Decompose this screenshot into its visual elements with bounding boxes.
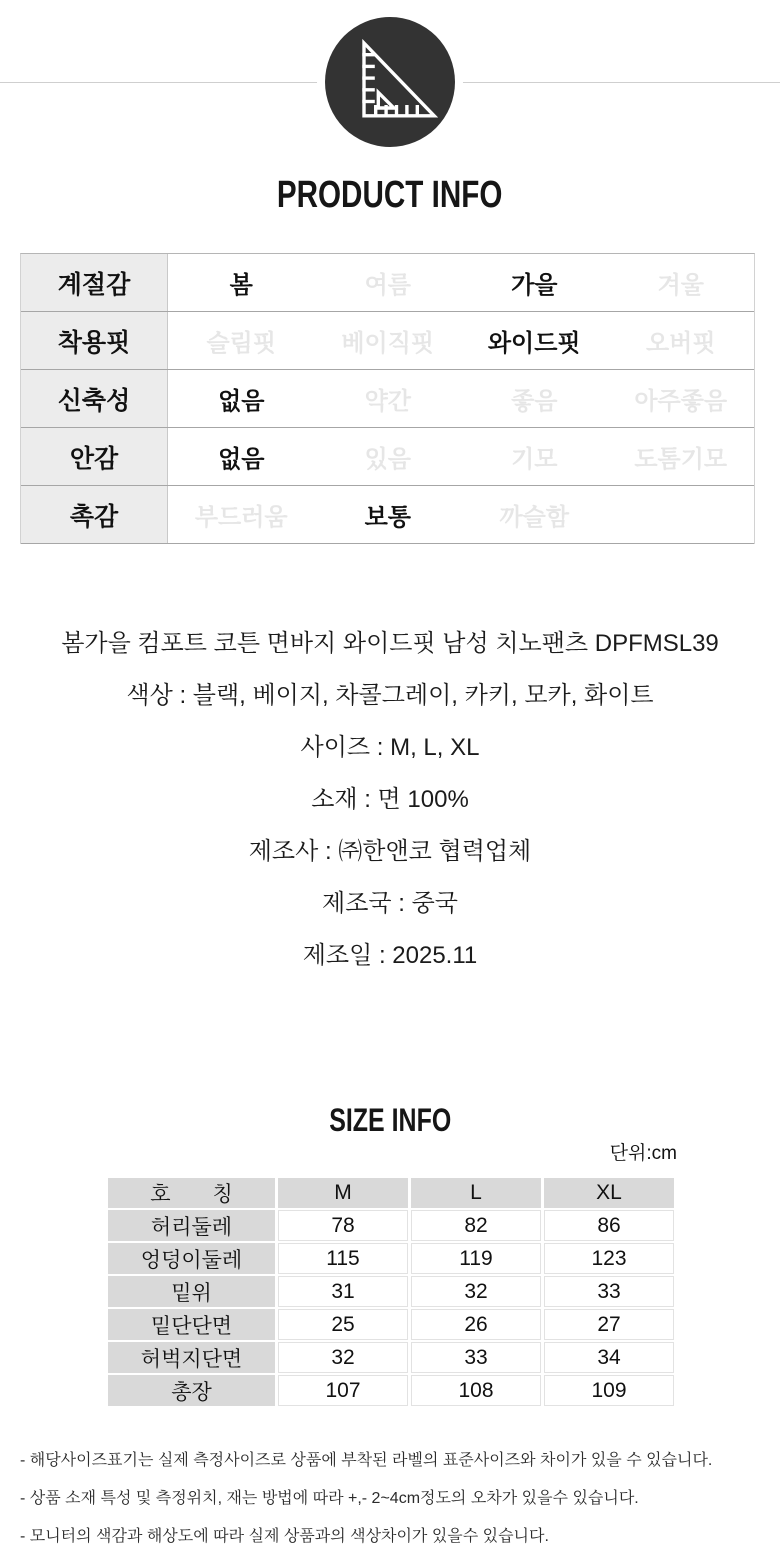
size-value-cell: 31: [278, 1276, 408, 1307]
size-notes: [20, 1442, 770, 1556]
size-table-header-cell: L: [411, 1178, 541, 1208]
size-row-label: 총장: [108, 1375, 275, 1406]
size-value-cell: 33: [411, 1342, 541, 1373]
size-row-label: 허리둘레: [108, 1210, 275, 1241]
attribute-option: 부드러움: [194, 504, 288, 531]
size-value-cell: 27: [544, 1309, 674, 1340]
attribute-option: 있음: [364, 446, 411, 473]
attribute-option: 봄: [229, 272, 253, 299]
size-value-cell: 32: [411, 1276, 541, 1307]
attribute-option: 없음: [218, 446, 265, 473]
size-unit-label: 단위:cm: [609, 1143, 677, 1164]
size-value-cell: 26: [411, 1309, 541, 1340]
size-value-cell: 32: [278, 1342, 408, 1373]
attribute-option: 와이드핏: [487, 330, 581, 357]
size-value-cell: 82: [411, 1210, 541, 1241]
size-value-cell: 34: [544, 1342, 674, 1373]
attribute-row-texture: [21, 486, 754, 544]
attribute-option: 좋음: [511, 388, 558, 415]
attribute-option: 약간: [364, 388, 411, 415]
attribute-row-stretch: [21, 370, 754, 428]
product-info-icon-badge: [317, 9, 463, 155]
size-value-cell: 115: [278, 1243, 408, 1274]
description-line: 색상 : 블랙, 베이지, 차콜그레이, 카키, 모카, 화이트: [126, 682, 654, 709]
note-line: - 상품 소재 특성 및 측정위치, 재는 방법에 따라 +,- 2~4cm정도의 오차가 있을수 있습니다.: [20, 1490, 639, 1507]
attribute-option: 아주좋음: [634, 388, 728, 415]
size-row-label: 엉덩이둘레: [108, 1243, 275, 1274]
description-line: 소재 : 면 100%: [311, 786, 469, 813]
attribute-row-season: [21, 254, 754, 312]
description-line: 제조일 : 2025.11: [302, 942, 478, 969]
description-line: 제조사 : ㈜한앤코 협력업체: [248, 838, 532, 865]
attribute-option: 오버핏: [645, 330, 716, 357]
attribute-option: 까슬함: [499, 504, 570, 531]
size-info-title-text: SIZE INFO: [328, 1102, 452, 1138]
size-value-cell: 108: [411, 1375, 541, 1406]
size-value-cell: 123: [544, 1243, 674, 1274]
product-info-title-text: PRODUCT INFO: [277, 174, 503, 216]
attribute-option: 여름: [364, 272, 411, 299]
size-value-cell: 86: [544, 1210, 674, 1241]
product-description: [0, 618, 780, 982]
attribute-option: 기모: [511, 446, 558, 473]
attribute-label: 촉감: [21, 486, 168, 543]
size-table-header-cell: M: [278, 1178, 408, 1208]
size-value-cell: 78: [278, 1210, 408, 1241]
attribute-row-lining: [21, 428, 754, 486]
description-line: 봄가을 컴포트 코튼 면바지 와이드핏 남성 치노팬츠 DPFMSL39: [61, 630, 719, 657]
note-line: - 모니터의 색감과 해상도에 따라 실제 상품과의 색상차이가 있을수 있습니다.: [20, 1528, 549, 1545]
attribute-label: 안감: [21, 428, 168, 485]
size-value-cell: 33: [544, 1276, 674, 1307]
product-info-title: [0, 175, 780, 215]
size-table-header-cell: 호 칭: [108, 1178, 275, 1208]
attribute-option: 슬림핏: [206, 330, 277, 357]
size-row-label: 허벅지단면: [108, 1342, 275, 1373]
size-table-header-cell: XL: [544, 1178, 674, 1208]
attribute-option: 보통: [364, 504, 411, 531]
size-info-title: [0, 1100, 780, 1140]
triangle-ruler-icon: [325, 17, 455, 147]
size-value-cell: 107: [278, 1375, 408, 1406]
size-row-label: 밑위: [108, 1276, 275, 1307]
product-attributes-table: [20, 253, 755, 544]
size-table: [108, 1178, 674, 1406]
attribute-option: [608, 486, 755, 543]
attribute-label: 신축성: [21, 370, 168, 427]
attribute-option: 겨울: [657, 272, 704, 299]
size-value-cell: 25: [278, 1309, 408, 1340]
attribute-option: 도톰기모: [634, 446, 728, 473]
attribute-row-fit: [21, 312, 754, 370]
attribute-label: 계절감: [21, 254, 168, 311]
note-line: - 해당사이즈표기는 실제 측정사이즈로 상품에 부착된 라벨의 표준사이즈와 차이가 있을 수 있습니다.: [20, 1452, 713, 1469]
attribute-option: 가을: [511, 272, 558, 299]
size-value-cell: 119: [411, 1243, 541, 1274]
description-line: 사이즈 : M, L, XL: [300, 734, 480, 761]
description-line: 제조국 : 중국: [322, 890, 458, 917]
attribute-option: 베이직핏: [341, 330, 435, 357]
size-row-label: 밑단단면: [108, 1309, 275, 1340]
attribute-label: 착용핏: [21, 312, 168, 369]
attribute-option: 없음: [218, 388, 265, 415]
size-value-cell: 109: [544, 1375, 674, 1406]
